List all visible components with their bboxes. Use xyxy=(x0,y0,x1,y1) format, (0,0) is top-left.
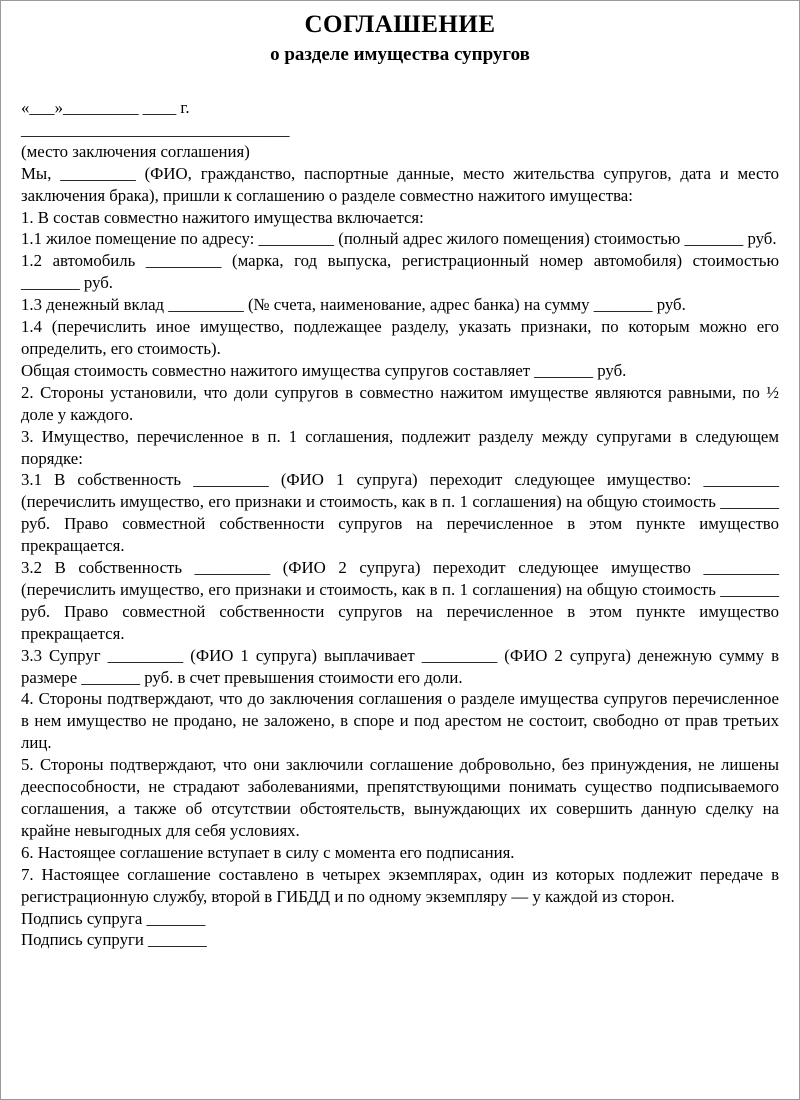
clause-7: 7. Настоящее соглашение составлено в четырех экземплярах, один из которых подлежит передаче в регистрационную службу, второй в ГИБДД и по одному экземпляру — у каждой из сторон. xyxy=(21,864,779,906)
place-line: ________________________________ xyxy=(21,119,290,139)
clause-3-2: 3.2 В собственность _________ (ФИО 2 супруга) переходит следующее имущество _________ (перечислить имущество, его признаки и стоимость, как в п. 1 соглашения) на общую стоимость _______ руб. Право совместной собственности супругов на перечисленное в этом пункте имущество прекращается. xyxy=(21,558,779,643)
total-value: Общая стоимость совместно нажитого имущества супругов составляет _______ руб. xyxy=(21,360,627,380)
clause-1-2: 1.2 автомобиль _________ (марка, год выпуска, регистрационный номер автомобиля) стоимостью _______ руб. xyxy=(21,251,779,293)
intro-paragraph: Мы, _________ (ФИО, гражданство, паспортные данные, место жительства супругов, дата и место заключения брака), пришли к соглашению о разделе совместно нажитого имущества: xyxy=(21,163,779,205)
clause-4: 4. Стороны подтверждают, что до заключения соглашения о разделе имущества супругов перечисленное в нем имущество не продано, не заложено, в споре и под арестом не состоит, свободно от прав третьих лиц. xyxy=(21,689,779,753)
place-caption: (место заключения соглашения) xyxy=(21,141,250,161)
document-subtitle: о разделе имущества супругов xyxy=(270,44,530,65)
clause-3-3: 3.3 Супруг _________ (ФИО 1 супруга) выплачивает _________ (ФИО 2 супруга) денежную сумму в размере _______ руб. в счет превышения стоимости его доли. xyxy=(21,645,779,687)
clause-5: 5. Стороны подтверждают, что они заключили соглашение добровольно, без принуждения, не лишены дееспособности, не страдают заболеваниями, препятствующими понимать существо подписываемого соглашения, а также об отсутствии обстоятельств, вынуждающих их совершить данную сделку на крайне невыгодных для себя условиях. xyxy=(21,755,779,840)
document-body xyxy=(21,97,779,951)
clause-1-1: 1.1 жилое помещение по адресу: _________ (полный адрес жилого помещения) стоимостью _______ руб. xyxy=(21,229,777,249)
clause-1-4: 1.4 (перечислить иное имущество, подлежащее разделу, указать признаки, по которым можно его определить, его стоимость). xyxy=(21,317,779,358)
date-line: «___»_________ ____ г. xyxy=(21,98,190,117)
document-title: СОГЛАШЕНИЕ xyxy=(304,11,496,38)
clause-3-1: 3.1 В собственность _________ (ФИО 1 супруга) переходит следующее имущество: _________ (перечислить имущество, его признаки и стоимость, как в п. 1 соглашения) на общую стоимость _______ руб. Право совместной собственности супругов на перечисленное в этом пункте имущество прекращается. xyxy=(21,470,779,556)
clause-6: 6. Настоящее соглашение вступает в силу с момента его подписания. xyxy=(21,842,515,862)
clause-2: 2. Стороны установили, что доли супругов в совместно нажитом имуществе являются равными, по ½ доле у каждого. xyxy=(21,382,779,424)
clause-1: 1. В состав совместно нажитого имущества включается: xyxy=(21,207,424,227)
clause-3: 3. Имущество, перечисленное в п. 1 соглашения, подлежит разделу между супругами в следующем порядке: xyxy=(21,426,779,468)
signature-husband: Подпись супруга _______ xyxy=(21,908,206,928)
clause-1-3: 1.3 денежный вклад _________ (№ счета, наименование, адрес банка) на сумму _______ руб. xyxy=(21,295,686,315)
signature-wife: Подпись супруги _______ xyxy=(21,930,207,950)
